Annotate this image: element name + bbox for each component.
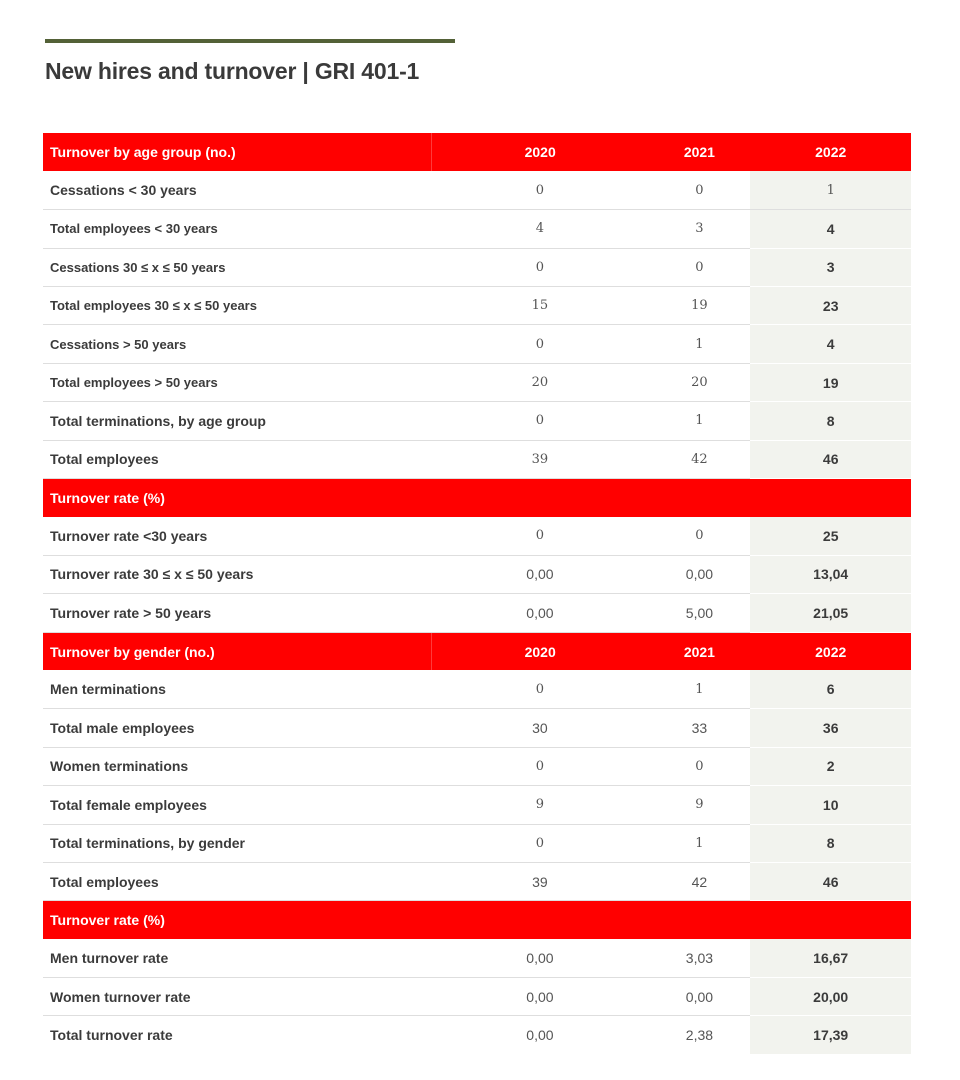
cell-2020: 0 bbox=[431, 824, 648, 862]
cell-2021: 3 bbox=[648, 210, 750, 248]
row-label: Total turnover rate bbox=[50, 1027, 173, 1044]
table-row bbox=[43, 670, 911, 708]
cell-2020: 0 bbox=[431, 747, 648, 785]
cell-2020: 15 bbox=[431, 287, 648, 325]
cell-2021: 2,38 bbox=[685, 1027, 714, 1044]
table-row bbox=[43, 440, 911, 478]
row-label: Turnover rate 30 ≤ x ≤ 50 years bbox=[43, 555, 431, 593]
row-label: Turnover rate <30 years bbox=[43, 517, 431, 555]
cell-2020: 0 bbox=[431, 402, 648, 440]
cell-2022: 16,67 bbox=[750, 939, 911, 977]
cell-2020: 0,00 bbox=[431, 555, 648, 593]
cell-2022: 20,00 bbox=[750, 978, 911, 1016]
table-row bbox=[43, 978, 911, 1016]
cell-2022: 4 bbox=[750, 325, 911, 363]
row-label: Men turnover rate bbox=[43, 939, 431, 977]
table-row bbox=[43, 248, 911, 286]
table-row bbox=[43, 287, 911, 325]
cell-2022: 46 bbox=[750, 440, 911, 478]
cell-2022: 2 bbox=[750, 747, 911, 785]
cell-2020: 0,00 bbox=[431, 594, 648, 632]
table-header-age-group bbox=[43, 133, 911, 171]
cell-2020: 0 bbox=[431, 171, 648, 209]
row-label: Women turnover rate bbox=[43, 978, 431, 1016]
header-year-2022: 2022 bbox=[750, 632, 911, 670]
cell-2020: 20 bbox=[431, 363, 648, 401]
header-year-2020: 2020 bbox=[431, 133, 648, 171]
cell-2022: 17,39 bbox=[750, 1016, 911, 1054]
cell-2021: 19 bbox=[648, 287, 750, 325]
cell-2022: 46 bbox=[750, 862, 911, 900]
table-row bbox=[43, 862, 911, 900]
header-label: Turnover by age group (no.) bbox=[43, 133, 431, 171]
cell-2020: 39 bbox=[431, 862, 648, 900]
page-title: New hires and turnover | GRI 401-1 bbox=[45, 58, 420, 84]
cell-2020: 0,00 bbox=[431, 978, 648, 1016]
header-label: Turnover by gender (no.) bbox=[43, 632, 431, 670]
cell-2022: 8 bbox=[750, 402, 911, 440]
table-row bbox=[43, 786, 911, 824]
cell-2020: 0 bbox=[431, 517, 648, 555]
section-header-turnover-rate bbox=[43, 901, 911, 939]
row-label: Total employees > 50 years bbox=[43, 363, 431, 401]
table-row bbox=[43, 517, 911, 555]
row-label: Total employees bbox=[43, 440, 431, 478]
table-row bbox=[43, 171, 911, 209]
cell-2020: 30 bbox=[431, 709, 648, 747]
row-label: Cessations 30 ≤ x ≤ 50 years bbox=[43, 248, 431, 286]
table-row bbox=[43, 363, 911, 401]
row-label: Women terminations bbox=[43, 747, 431, 785]
cell-2021: 33 bbox=[648, 709, 750, 747]
header-year-2020: 2020 bbox=[431, 632, 648, 670]
cell-2022: 4 bbox=[750, 210, 911, 248]
cell-2020: 0 bbox=[431, 325, 648, 363]
cell-2020: 4 bbox=[431, 210, 648, 248]
section-label: Turnover rate (%) bbox=[43, 901, 911, 939]
row-label: Total employees < 30 years bbox=[43, 210, 431, 248]
cell-2021: 0 bbox=[648, 747, 750, 785]
cell-2021: 20 bbox=[648, 363, 750, 401]
cell-2020: 39 bbox=[431, 440, 648, 478]
row-label: Men terminations bbox=[43, 670, 431, 708]
cell-2021: 0 bbox=[648, 171, 750, 209]
cell-2021: 0,00 bbox=[648, 555, 750, 593]
cell-2020: 0,00 bbox=[431, 939, 648, 977]
cell-2020: 9 bbox=[431, 786, 648, 824]
cell-2021: 3,03 bbox=[648, 939, 750, 977]
table-row bbox=[43, 939, 911, 977]
section-label: Turnover rate (%) bbox=[43, 479, 911, 517]
row-label: Total terminations, by gender bbox=[43, 824, 431, 862]
cell-2022: 23 bbox=[750, 287, 911, 325]
row-label: Cessations < 30 years bbox=[43, 171, 431, 209]
row-label: Total employees bbox=[43, 862, 431, 900]
cell-2022: 25 bbox=[750, 517, 911, 555]
cell-2022: 10 bbox=[750, 786, 911, 824]
row-label: Turnover rate > 50 years bbox=[43, 594, 431, 632]
section-header-turnover-rate bbox=[43, 479, 911, 517]
table-row bbox=[43, 709, 911, 747]
table-row bbox=[43, 555, 911, 593]
cell-2020: 0 bbox=[431, 248, 648, 286]
turnover-table bbox=[43, 133, 911, 1055]
cell-2022: 3 bbox=[750, 248, 911, 286]
cell-2022: 21,05 bbox=[750, 594, 911, 632]
cell-2021: 5,00 bbox=[648, 594, 750, 632]
table-row bbox=[43, 402, 911, 440]
cell-2022: 36 bbox=[750, 709, 911, 747]
table-row bbox=[43, 824, 911, 862]
table-row bbox=[43, 1016, 911, 1054]
row-label: Cessations > 50 years bbox=[43, 325, 431, 363]
table-header-gender bbox=[43, 632, 911, 670]
table-row bbox=[43, 210, 911, 248]
cell-2021: 1 bbox=[648, 670, 750, 708]
cell-2021: 0,00 bbox=[648, 978, 750, 1016]
cell-2021: 0 bbox=[648, 517, 750, 555]
cell-2021: 42 bbox=[648, 862, 750, 900]
table-row bbox=[43, 747, 911, 785]
cell-2022: 1 bbox=[750, 171, 911, 209]
row-label: Total female employees bbox=[43, 786, 431, 824]
table-row bbox=[43, 594, 911, 632]
header-year-2021: 2021 bbox=[648, 632, 750, 670]
top-accent-rule bbox=[45, 39, 455, 43]
cell-2022: 19 bbox=[750, 363, 911, 401]
cell-2021: 0 bbox=[648, 248, 750, 286]
header-year-2022: 2022 bbox=[750, 133, 911, 171]
cell-2021: 1 bbox=[648, 325, 750, 363]
row-label: Total male employees bbox=[43, 709, 431, 747]
row-label: Total terminations, by age group bbox=[43, 402, 431, 440]
cell-2022: 6 bbox=[750, 670, 911, 708]
cell-2020: 0,00 bbox=[526, 1027, 554, 1044]
row-label: Total employees 30 ≤ x ≤ 50 years bbox=[43, 287, 431, 325]
cell-2020: 0 bbox=[431, 670, 648, 708]
header-year-2021: 2021 bbox=[648, 133, 750, 171]
cell-2022: 13,04 bbox=[750, 555, 911, 593]
table-row bbox=[43, 325, 911, 363]
cell-2021: 1 bbox=[648, 402, 750, 440]
cell-2022: 8 bbox=[750, 824, 911, 862]
cell-2021: 9 bbox=[648, 786, 750, 824]
cell-2021: 42 bbox=[648, 440, 750, 478]
cell-2021: 1 bbox=[648, 824, 750, 862]
